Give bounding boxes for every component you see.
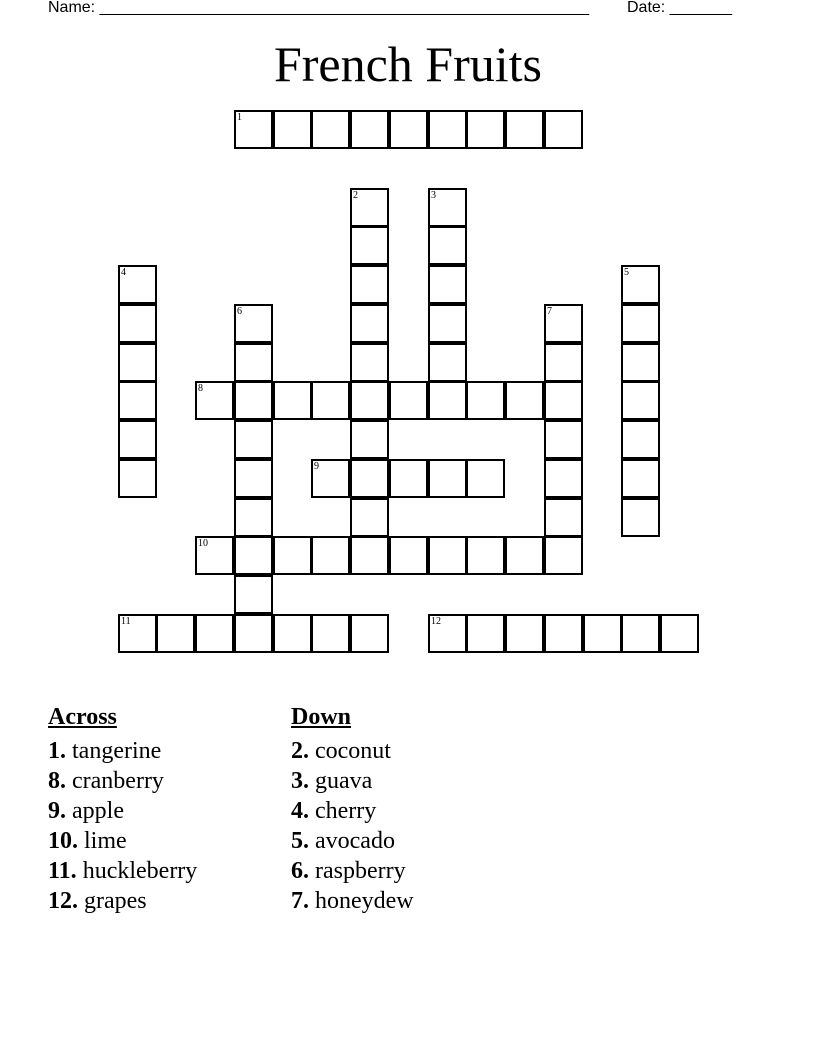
crossword-cell[interactable] <box>234 420 273 459</box>
crossword-cell[interactable] <box>118 459 157 498</box>
date-field[interactable]: Date: _______ <box>627 0 732 16</box>
clue-number: 1. <box>48 738 66 764</box>
crossword-cell[interactable] <box>311 110 350 149</box>
crossword-cell[interactable] <box>273 536 312 575</box>
crossword-cell[interactable] <box>621 420 660 459</box>
crossword-cell[interactable] <box>544 343 583 382</box>
across-clue <box>48 736 197 766</box>
crossword-cell[interactable] <box>350 498 389 537</box>
down-clue <box>291 826 414 856</box>
cell-number: 9 <box>314 461 319 472</box>
crossword-cell[interactable] <box>466 459 505 498</box>
clue-number: 2. <box>291 738 309 764</box>
clue-number: 11. <box>48 858 77 884</box>
crossword-cell[interactable] <box>544 381 583 420</box>
down-clue <box>291 856 414 886</box>
crossword-cell[interactable] <box>544 420 583 459</box>
crossword-cell[interactable] <box>350 614 389 653</box>
crossword-cell[interactable] <box>234 343 273 382</box>
crossword-cell[interactable] <box>350 343 389 382</box>
crossword-cell[interactable] <box>273 381 312 420</box>
crossword-cell[interactable] <box>428 381 467 420</box>
clue-text: raspberry <box>315 858 406 884</box>
crossword-cell[interactable] <box>505 536 544 575</box>
crossword-cell[interactable] <box>621 265 660 304</box>
crossword-cell[interactable] <box>350 420 389 459</box>
clue-text: huckleberry <box>82 858 198 884</box>
crossword-cell[interactable] <box>350 110 389 149</box>
crossword-cell[interactable] <box>466 536 505 575</box>
crossword-cell[interactable] <box>505 614 544 653</box>
crossword-cell[interactable] <box>466 110 505 149</box>
crossword-cell[interactable] <box>234 575 273 614</box>
crossword-cell[interactable] <box>389 459 428 498</box>
clue-number: 5. <box>291 828 309 854</box>
across-clue <box>48 856 197 886</box>
clue-text: cranberry <box>72 768 164 794</box>
crossword-cell[interactable] <box>234 110 273 149</box>
crossword-cell[interactable] <box>505 110 544 149</box>
crossword-cell[interactable] <box>466 381 505 420</box>
crossword-cell[interactable] <box>428 536 467 575</box>
crossword-cell[interactable] <box>544 304 583 343</box>
page-title: French Fruits <box>273 36 543 92</box>
crossword-cell[interactable] <box>466 614 505 653</box>
cell-number: 11 <box>121 616 131 627</box>
crossword-cell[interactable] <box>389 110 428 149</box>
crossword-cell[interactable] <box>544 459 583 498</box>
crossword-cell[interactable] <box>234 536 273 575</box>
crossword-cell[interactable] <box>389 536 428 575</box>
crossword-cell[interactable] <box>156 614 195 653</box>
clue-text: grapes <box>84 888 147 914</box>
cell-number: 10 <box>198 538 208 549</box>
across-clue <box>48 826 197 856</box>
crossword-cell[interactable] <box>311 459 350 498</box>
crossword-cell[interactable] <box>621 381 660 420</box>
crossword-cell[interactable] <box>428 226 467 265</box>
crossword-cell[interactable] <box>311 614 350 653</box>
crossword-cell[interactable] <box>234 381 273 420</box>
cell-number: 6 <box>237 306 242 317</box>
cell-number: 7 <box>547 306 552 317</box>
crossword-cell[interactable] <box>660 614 699 653</box>
crossword-cell[interactable] <box>621 459 660 498</box>
crossword-cell[interactable] <box>195 536 234 575</box>
clue-number: 8. <box>48 768 66 794</box>
across-clues <box>48 702 197 916</box>
clue-number: 9. <box>48 798 66 824</box>
across-clue <box>48 796 197 826</box>
crossword-cell[interactable] <box>311 381 350 420</box>
crossword-cell[interactable] <box>428 110 467 149</box>
crossword-cell[interactable] <box>234 614 273 653</box>
crossword-cell[interactable] <box>428 188 467 227</box>
crossword-cell[interactable] <box>234 498 273 537</box>
crossword-cell[interactable] <box>118 614 157 653</box>
clue-text: avocado <box>315 828 395 854</box>
clue-number: 10. <box>48 828 78 854</box>
crossword-cell[interactable] <box>544 498 583 537</box>
crossword-cell[interactable] <box>118 381 157 420</box>
cell-number: 5 <box>624 267 629 278</box>
crossword-cell[interactable] <box>428 343 467 382</box>
clue-number: 12. <box>48 888 78 914</box>
cell-number: 12 <box>431 616 441 627</box>
crossword-cell[interactable] <box>621 614 660 653</box>
crossword-cell[interactable] <box>621 498 660 537</box>
crossword-cell[interactable] <box>273 110 312 149</box>
across-clue <box>48 886 197 916</box>
clue-number: 7. <box>291 888 309 914</box>
crossword-cell[interactable] <box>621 304 660 343</box>
crossword-cell[interactable] <box>350 265 389 304</box>
crossword-cell[interactable] <box>118 343 157 382</box>
across-clue <box>48 766 197 796</box>
clue-text: cherry <box>315 798 377 824</box>
clue-text: guava <box>315 768 373 794</box>
crossword-cell[interactable] <box>118 420 157 459</box>
clue-text: lime <box>84 828 127 854</box>
crossword-cell[interactable] <box>428 614 467 653</box>
clue-number: 6. <box>291 858 309 884</box>
crossword-cell[interactable] <box>118 265 157 304</box>
crossword-cell[interactable] <box>350 304 389 343</box>
crossword-cell[interactable] <box>544 536 583 575</box>
cell-number: 2 <box>353 190 358 201</box>
down-clue <box>291 796 414 826</box>
clue-number: 3. <box>291 768 309 794</box>
crossword-cell[interactable] <box>389 381 428 420</box>
crossword-cell[interactable] <box>428 304 467 343</box>
crossword-cell[interactable] <box>350 226 389 265</box>
crossword-cell[interactable] <box>350 459 389 498</box>
down-clue <box>291 886 414 916</box>
crossword-cell[interactable] <box>428 265 467 304</box>
name-field[interactable]: Name: _______________________________________________________ <box>48 0 589 16</box>
down-clue <box>291 766 414 796</box>
crossword-cell[interactable] <box>350 381 389 420</box>
clue-text: honeydew <box>315 888 414 914</box>
across-heading: Across <box>48 704 117 730</box>
clue-number: 4. <box>291 798 309 824</box>
crossword-cell[interactable] <box>195 381 234 420</box>
clue-text: coconut <box>315 738 391 764</box>
cell-number: 4 <box>121 267 126 278</box>
clue-text: apple <box>72 798 124 824</box>
crossword-cell[interactable] <box>544 110 583 149</box>
crossword-cell[interactable] <box>234 304 273 343</box>
cell-number: 1 <box>237 112 242 123</box>
down-clue <box>291 736 414 766</box>
crossword-cell[interactable] <box>350 188 389 227</box>
crossword-cell[interactable] <box>234 459 273 498</box>
crossword-cell[interactable] <box>505 381 544 420</box>
crossword-cell[interactable] <box>118 304 157 343</box>
down-clues <box>291 702 414 916</box>
crossword-cell[interactable] <box>583 614 622 653</box>
down-heading: Down <box>291 704 352 730</box>
cell-number: 8 <box>198 383 203 394</box>
crossword-cell[interactable] <box>195 614 234 653</box>
crossword-cell[interactable] <box>428 459 467 498</box>
crossword-cell[interactable] <box>273 614 312 653</box>
crossword-cell[interactable] <box>311 536 350 575</box>
clue-text: tangerine <box>72 738 162 764</box>
cell-number: 3 <box>431 190 436 201</box>
crossword-cell[interactable] <box>544 614 583 653</box>
crossword-cell[interactable] <box>350 536 389 575</box>
crossword-cell[interactable] <box>621 343 660 382</box>
